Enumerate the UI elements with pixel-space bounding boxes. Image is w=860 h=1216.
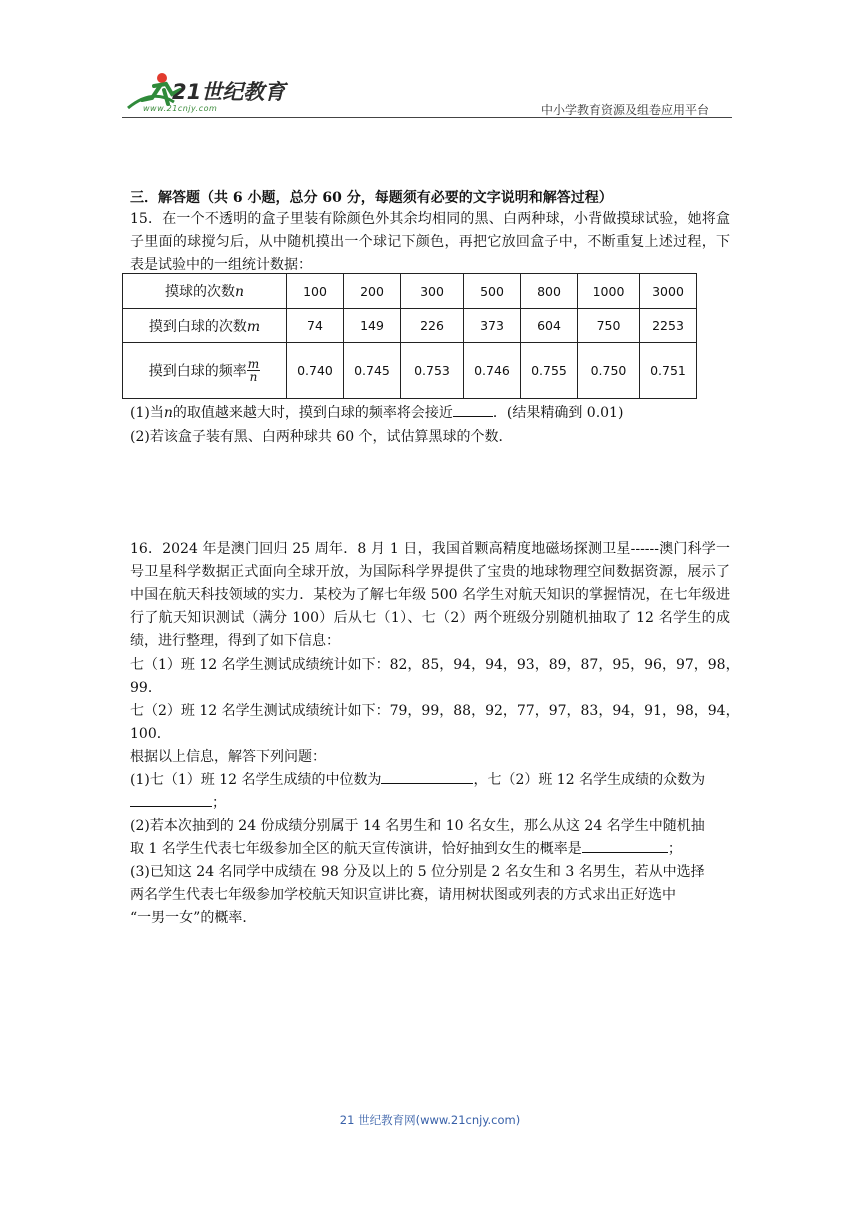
q16-part1: (1)七（1）班 12 名学生成绩的中位数为 ，七（2）班 12 名学生成绩的众数为 <box>130 769 705 789</box>
row-label-n: 摸球的次数n <box>123 274 287 309</box>
logo-text: 21世纪教育 <box>172 80 286 104</box>
class1-scores-cont: 99． <box>130 680 162 696</box>
table-cell: 226 <box>401 309 464 343</box>
table-cell: 373 <box>464 309 521 343</box>
answer-blank[interactable] <box>453 402 493 417</box>
table-cell: 2253 <box>640 309 697 343</box>
section-title: 三．解答题（共 6 小题，总分 60 分，每题须有必要的文字说明和解答过程） <box>130 190 613 206</box>
table-cell: 0.755 <box>521 343 578 399</box>
header-divider <box>122 117 732 118</box>
platform-title: 中小学教育资源及组卷应用平台 <box>541 103 710 117</box>
row-label-m: 摸到白球的次数m <box>123 309 287 343</box>
table-cell: 74 <box>287 309 344 343</box>
table-row <box>123 274 697 309</box>
table-cell: 300 <box>401 274 464 309</box>
table-cell: 3000 <box>640 274 697 309</box>
q16-intro: 根据以上信息，解答下列问题： <box>130 749 326 765</box>
q15-part1: (1)当n的取值越来越大时，摸到白球的频率将会接近 ．(结果精确到 0.01) <box>130 402 623 422</box>
answer-blank[interactable] <box>582 838 668 853</box>
q16-part1-cont: ； <box>130 792 226 812</box>
table-cell: 500 <box>464 274 521 309</box>
answer-blank[interactable] <box>381 769 473 784</box>
logo-url: www.21cnjy.com <box>143 104 218 113</box>
q16-part2: (2)若本次抽到的 24 份成绩分别属于 14 名男生和 10 名女生，那么从这 24 名学生中随机抽 <box>130 818 705 834</box>
table-cell: 750 <box>578 309 640 343</box>
answer-blank[interactable] <box>130 792 212 807</box>
table-row <box>123 343 697 399</box>
table-cell: 100 <box>287 274 344 309</box>
q16-stem: 16．2024 年是澳门回归 25 周年．8 月 1 日，我国首颗高精度地磁场探测卫星------澳门科学一号卫星科学数据正式面向全球开放，为国际科学界提供了宝贵的地球物理空间数据资源，展示了中国在航天科技领域的实力．某校为了解七年级 500 名学生对航天知识的掌握情况，在七年级进行了航天知识测试（满分 100）后从七（1）、七（2）两个班级分别随机抽取了 12 名学生的成绩，进行整理，得到了如下信息： <box>130 541 730 649</box>
table-cell: 0.746 <box>464 343 521 399</box>
class1-scores: 七（1）班 12 名学生测试成绩统计如下：82，85，94，94，93，89，87，95，96，97，98， <box>130 657 740 673</box>
fraction-m-over-n: $\frac{m}{n}$ <box>247 357 260 384</box>
frequency-table <box>122 273 697 399</box>
table-cell: 0.740 <box>287 343 344 399</box>
table-cell: 1000 <box>578 274 640 309</box>
table-cell: 800 <box>521 274 578 309</box>
q16-part3-cont: 两名学生代表七年级参加学校航天知识宣讲比赛，请用树状图或列表的方式求出正好选中 <box>130 887 676 903</box>
q15-stem: 15．在一个不透明的盒子里装有除颜色外其余均相同的黑、白两种球，小背做摸球试验，她将盒子里面的球搅匀后，从中随机摸出一个球记下颜色，再把它放回盒子中，不断重复上述过程，下表是试验中的一组统计数据： <box>130 211 730 273</box>
class2-scores-cont: 100． <box>130 726 171 742</box>
footer-link[interactable]: 21 世纪教育网(www.21cnjy.com) <box>339 1113 521 1127</box>
table-cell: 0.753 <box>401 343 464 399</box>
table-cell: 0.751 <box>640 343 697 399</box>
table-row <box>123 309 697 343</box>
table-cell: 604 <box>521 309 578 343</box>
class2-scores: 七（2）班 12 名学生测试成绩统计如下：79，99，88，92，77，97，83，94，91，98，94， <box>130 703 740 719</box>
q16-part3: (3)已知这 24 名同学中成绩在 98 分及以上的 5 位分别是 2 名女生和 3 名男生，若从中选择 <box>130 864 705 880</box>
row-label-frequency: 摸到白球的频率 $\frac{m}{n}$ <box>123 343 287 399</box>
table-cell: 0.745 <box>344 343 401 399</box>
table-cell: 0.750 <box>578 343 640 399</box>
table-cell: 200 <box>344 274 401 309</box>
table-cell: 149 <box>344 309 401 343</box>
q15-part2: (2)若该盒子装有黑、白两种球共 60 个，试估算黑球的个数． <box>130 429 513 445</box>
q16-part3-end: “一男一女”的概率． <box>130 910 257 926</box>
q16-part2-cont: 取 1 名学生代表七年级参加全区的航天宣传演讲，恰好抽到女生的概率是 ； <box>130 838 682 858</box>
